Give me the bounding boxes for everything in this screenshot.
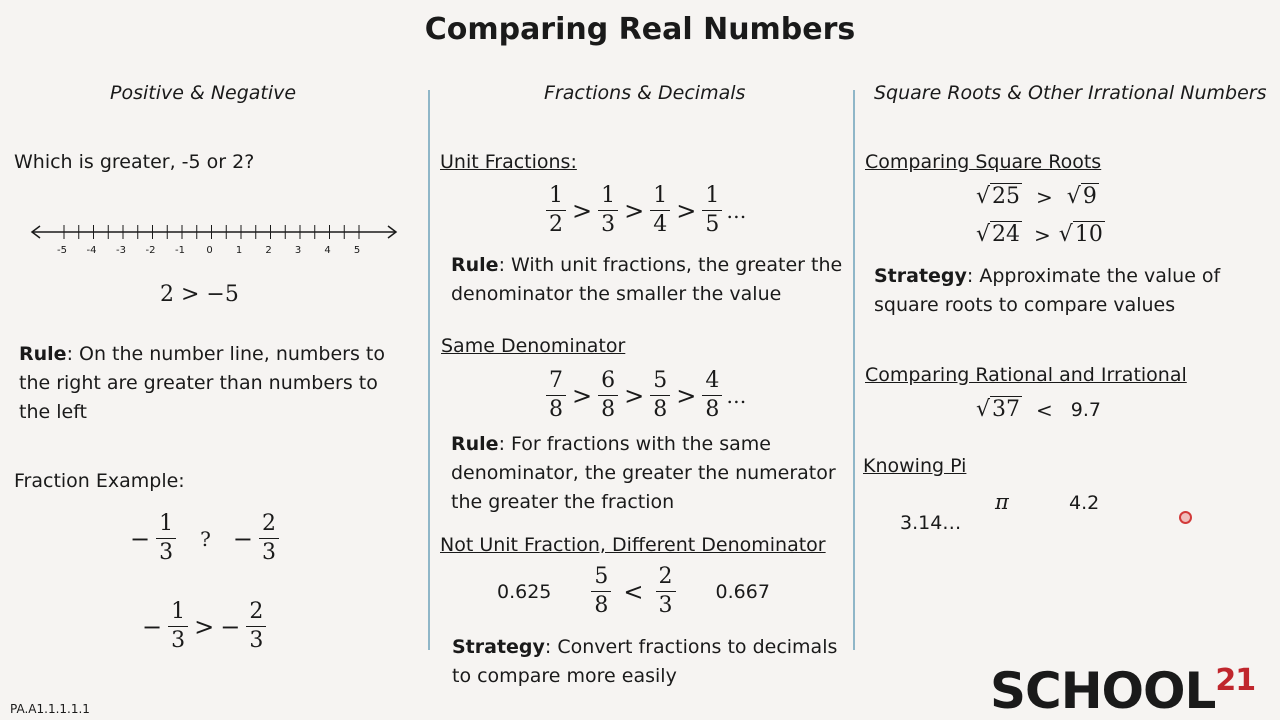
numerator: 1 bbox=[156, 512, 176, 539]
greater-than: > bbox=[676, 196, 697, 225]
greater-than: > bbox=[676, 381, 697, 410]
logo-text: SCHOOL bbox=[990, 662, 1216, 720]
number-line-label: -1 bbox=[175, 245, 185, 256]
number-line-label: 4 bbox=[324, 245, 331, 256]
numerator: 2 bbox=[246, 600, 266, 627]
rule-line-2: denominator the smaller the value bbox=[451, 283, 782, 305]
greater-than: > bbox=[624, 381, 645, 410]
numerator: 1 bbox=[702, 184, 722, 211]
rule-label: Rule bbox=[19, 343, 67, 365]
knowing-pi-label: Knowing Pi bbox=[863, 455, 967, 477]
number-line-label: -2 bbox=[145, 245, 156, 256]
strategy-line-1: : Approximate the value of bbox=[966, 265, 1221, 287]
rule-line-3: the greater the fraction bbox=[451, 491, 675, 513]
greater-than: > bbox=[624, 196, 645, 225]
minus-sign: − bbox=[232, 524, 253, 553]
comparison-2-gt-neg5: 2 > −5 bbox=[160, 282, 239, 307]
fraction bbox=[702, 184, 722, 237]
greater-than: > bbox=[572, 196, 593, 225]
unit-fractions-label: Unit Fractions: bbox=[440, 151, 577, 173]
number-line-label: -4 bbox=[86, 245, 97, 256]
question-mark: ? bbox=[200, 526, 211, 551]
heading-positive-negative: Positive & Negative bbox=[110, 82, 297, 104]
ellipsis: … bbox=[726, 198, 747, 223]
strategy-line-1: : Convert fractions to decimals bbox=[544, 636, 838, 658]
denominator: 5 bbox=[705, 212, 720, 237]
fraction bbox=[598, 369, 618, 422]
number-line-label: -5 bbox=[57, 245, 67, 256]
fraction-example-label: Fraction Example: bbox=[14, 470, 185, 492]
fraction-example-answer bbox=[142, 600, 266, 653]
sqrt-expression: √24 bbox=[976, 222, 1021, 247]
decimal-value: 0.667 bbox=[715, 580, 770, 603]
school21-logo bbox=[990, 662, 1255, 720]
different-denominator-comparison bbox=[497, 565, 770, 618]
fraction-neg-one-third bbox=[168, 600, 188, 653]
decimal-value: 9.7 bbox=[1070, 398, 1102, 421]
rule-line-2: the right are greater than numbers to bbox=[19, 372, 378, 394]
denominator: 3 bbox=[658, 593, 673, 618]
logo-number: 21 bbox=[1215, 663, 1256, 698]
number-line-label: 0 bbox=[206, 245, 213, 256]
fraction bbox=[656, 565, 676, 618]
number-line-label: 1 bbox=[235, 245, 243, 256]
denominator: 8 bbox=[705, 397, 720, 422]
decimal-value: 0.625 bbox=[497, 580, 552, 603]
radicand: 9 bbox=[1082, 184, 1097, 209]
denominator: 3 bbox=[249, 628, 264, 653]
strategy-square-roots bbox=[874, 262, 1220, 320]
different-denominator-label: Not Unit Fraction, Different Denominator bbox=[440, 534, 826, 556]
denominator: 8 bbox=[594, 593, 609, 618]
numerator: 1 bbox=[168, 600, 188, 627]
same-denominator-chain bbox=[546, 369, 746, 422]
numerator: 2 bbox=[656, 565, 676, 592]
rule-label: Rule bbox=[451, 254, 499, 276]
radicand: 25 bbox=[992, 184, 1021, 209]
rule-line-3: the left bbox=[19, 401, 87, 423]
fraction bbox=[591, 565, 611, 618]
less-than: < bbox=[1036, 397, 1053, 422]
heading-square-roots: Square Roots & Other Irrational Numbers bbox=[874, 82, 1267, 104]
denominator: 8 bbox=[653, 397, 668, 422]
rule-same-denominator bbox=[451, 430, 836, 517]
rule-line-1: : For fractions with the same bbox=[498, 433, 771, 455]
rule-unit-fractions bbox=[451, 251, 842, 309]
numerator: 6 bbox=[598, 369, 618, 396]
denominator: 3 bbox=[261, 540, 276, 565]
numerator: 5 bbox=[650, 369, 670, 396]
comparing-square-roots-label: Comparing Square Roots bbox=[865, 151, 1102, 173]
column-divider-right bbox=[853, 90, 855, 650]
greater-than: > bbox=[572, 381, 593, 410]
numerator: 2 bbox=[259, 512, 279, 539]
denominator: 3 bbox=[171, 628, 186, 653]
comparing-rational-irrational-label: Comparing Rational and Irrational bbox=[865, 364, 1187, 386]
denominator: 4 bbox=[653, 212, 668, 237]
pi-symbol: π bbox=[995, 490, 1009, 514]
strategy-line-2: to compare more easily bbox=[452, 665, 677, 687]
rule-line-1: : On the number line, numbers to bbox=[66, 343, 385, 365]
fraction-neg-two-thirds bbox=[259, 512, 279, 565]
greater-than: > bbox=[1036, 184, 1053, 209]
greater-than: > bbox=[194, 612, 215, 641]
numerator: 1 bbox=[598, 184, 618, 211]
radicand: 10 bbox=[1074, 222, 1103, 247]
fraction-example-question bbox=[130, 512, 279, 565]
rational-irrational-comparison bbox=[976, 397, 1101, 422]
numerator: 1 bbox=[650, 184, 670, 211]
ellipsis: … bbox=[726, 383, 747, 408]
column-divider-left bbox=[428, 90, 430, 650]
fraction-neg-one-third bbox=[156, 512, 176, 565]
fraction-neg-two-thirds bbox=[246, 600, 266, 653]
numerator: 7 bbox=[546, 369, 566, 396]
strategy-label: Strategy bbox=[874, 265, 967, 287]
standard-code: PA.A1.1.1.1.1 bbox=[10, 702, 90, 716]
heading-fractions-decimals: Fractions & Decimals bbox=[544, 82, 746, 104]
strategy-line-2: square roots to compare values bbox=[874, 294, 1176, 316]
unit-fractions-chain bbox=[546, 184, 746, 237]
sqrt-expression: √10 bbox=[1058, 222, 1103, 247]
number-line-label: -3 bbox=[116, 245, 126, 256]
denominator: 2 bbox=[549, 212, 563, 237]
rule-left bbox=[19, 340, 385, 427]
fraction bbox=[598, 184, 618, 237]
minus-sign: − bbox=[220, 612, 241, 641]
page-title: Comparing Real Numbers bbox=[424, 12, 856, 47]
pi-upper-value: 4.2 bbox=[1069, 492, 1100, 514]
number-line-label: 3 bbox=[294, 245, 302, 256]
fraction bbox=[650, 369, 670, 422]
number-line bbox=[28, 215, 402, 259]
greater-than: > bbox=[1034, 222, 1051, 247]
sqrt-expression: √25 bbox=[976, 184, 1021, 209]
minus-sign: − bbox=[142, 612, 163, 641]
sqrt-comparison-2 bbox=[976, 222, 1105, 247]
denominator: 8 bbox=[549, 397, 563, 422]
numerator: 4 bbox=[702, 369, 722, 396]
sqrt-expression: √37 bbox=[976, 397, 1021, 422]
question-text: Which is greater, -5 or 2? bbox=[14, 151, 255, 173]
denominator: 3 bbox=[601, 212, 616, 237]
numerator: 5 bbox=[591, 565, 611, 592]
radicand: 24 bbox=[992, 222, 1021, 247]
denominator: 3 bbox=[159, 540, 174, 565]
pi-lower-bound: 3.14… bbox=[900, 512, 962, 534]
fraction bbox=[546, 184, 566, 237]
same-denominator-label: Same Denominator bbox=[441, 335, 626, 357]
strategy-label: Strategy bbox=[452, 636, 545, 658]
numerator: 1 bbox=[546, 184, 566, 211]
strategy-fractions bbox=[452, 633, 837, 691]
fraction bbox=[702, 369, 722, 422]
rule-line-1: : With unit fractions, the greater the bbox=[498, 254, 843, 276]
cursor-indicator-icon bbox=[1179, 511, 1192, 524]
less-than: < bbox=[623, 577, 644, 606]
minus-sign: − bbox=[130, 524, 151, 553]
number-line-label: 5 bbox=[353, 245, 361, 256]
rule-label: Rule bbox=[451, 433, 499, 455]
rule-line-2: denominator, the greater the numerator bbox=[451, 462, 836, 484]
radicand: 37 bbox=[992, 397, 1021, 422]
number-line-label: 2 bbox=[265, 245, 272, 256]
fraction bbox=[546, 369, 566, 422]
sqrt-expression: √9 bbox=[1066, 184, 1097, 209]
sqrt-comparison-1 bbox=[976, 184, 1099, 209]
denominator: 8 bbox=[601, 397, 616, 422]
fraction bbox=[650, 184, 670, 237]
